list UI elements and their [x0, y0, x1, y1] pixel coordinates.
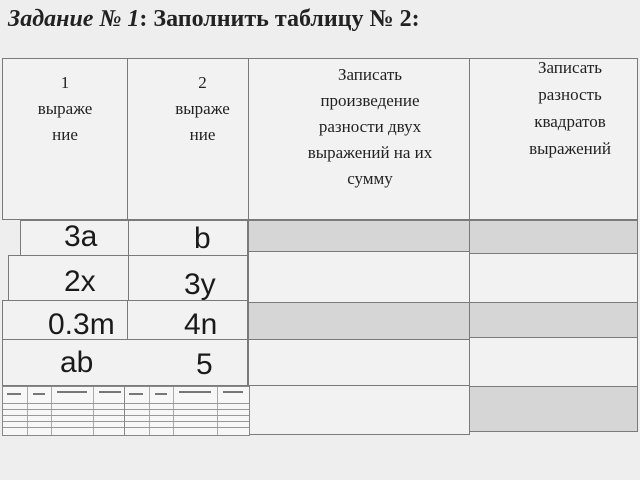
- header-3-line-2: произведение: [320, 91, 420, 110]
- expr-ab: ab: [60, 346, 94, 379]
- header-1-line-3: ние: [52, 125, 78, 144]
- cell-difference-row2[interactable]: [469, 253, 638, 303]
- expressions-table: [0, 58, 640, 438]
- header-4-label: [495, 54, 640, 162]
- cell-product-row5[interactable]: [248, 385, 470, 435]
- header-2-line-1: 2: [198, 73, 207, 92]
- header-4-line-1: Записать: [537, 58, 603, 77]
- header-4-line-2: разность: [538, 85, 602, 104]
- task-title: [8, 6, 420, 33]
- header-1-line-1: 1: [60, 73, 70, 92]
- task-number: Задание № 1: [8, 6, 140, 32]
- cell-difference-row4[interactable]: [469, 337, 638, 387]
- expr-0-3m: 0.3m: [48, 308, 115, 341]
- header-3-line-5: сумму: [347, 169, 393, 188]
- expr-2x: 2x: [64, 265, 96, 298]
- header-1-line-2: выраже: [37, 99, 93, 118]
- cell-product-row3[interactable]: [248, 302, 470, 340]
- expr-3y: 3y: [184, 268, 216, 301]
- expr-4n: 4n: [184, 308, 218, 341]
- expr-b: b: [194, 222, 211, 255]
- header-2-line-3: ние: [189, 125, 216, 144]
- expr-3a: 3a: [64, 220, 98, 253]
- cell-difference-row1[interactable]: [469, 220, 638, 254]
- header-3-line-3: разности двух: [318, 117, 422, 136]
- cell-product-row2[interactable]: [248, 251, 470, 303]
- cell-difference-row5[interactable]: [469, 386, 638, 432]
- cell-product-row1[interactable]: [248, 220, 470, 252]
- cell-difference-row3[interactable]: [469, 302, 638, 338]
- header-4-line-3: квадратов: [534, 112, 606, 131]
- header-4-line-4: выражений: [529, 139, 611, 158]
- table-thumbnail-right: [124, 386, 250, 436]
- header-3-line-1: Записать: [337, 65, 403, 84]
- cell-product-row4[interactable]: [248, 339, 470, 386]
- table-thumbnail-left: [2, 386, 126, 436]
- header-3-line-4: выражений на их: [307, 143, 433, 162]
- header-2-line-2: выраже: [175, 99, 230, 118]
- header-1-label: [30, 70, 100, 148]
- header-3-label: [270, 62, 470, 192]
- header-2-label: [160, 70, 245, 148]
- task-instruction: : Заполнить таблицу № 2:: [139, 6, 420, 32]
- expr-5: 5: [196, 348, 213, 381]
- cell-expr2-row1: [128, 220, 248, 256]
